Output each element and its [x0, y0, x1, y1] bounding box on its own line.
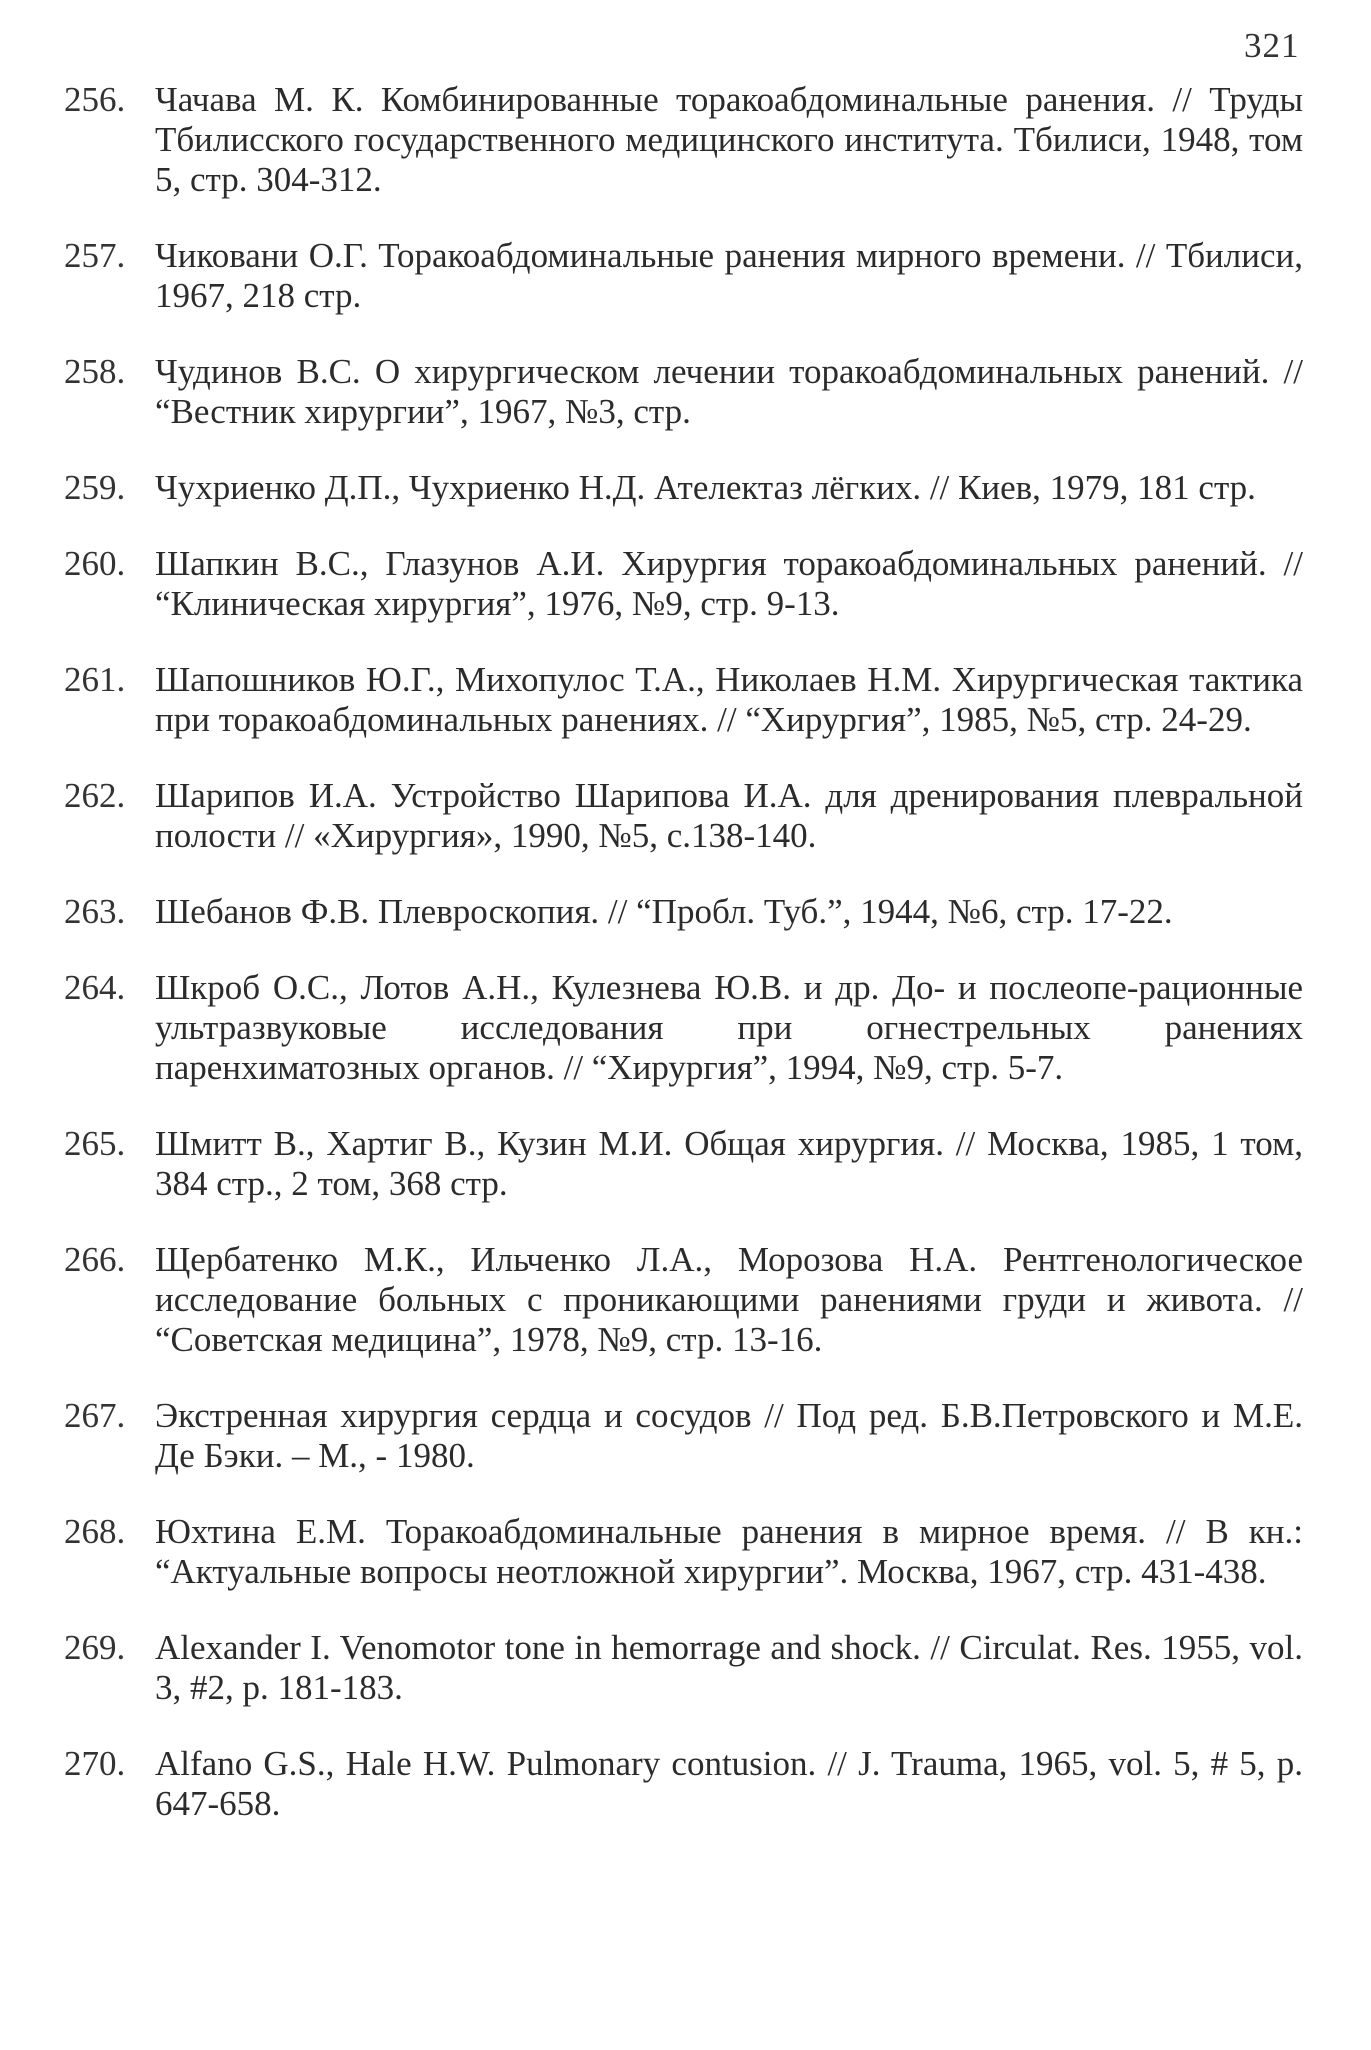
reference-item	[0, 544, 1371, 624]
reference-text: Шебанов Ф.В. Плевроскопия. // “Пробл. Туб.”, 1944, №6, стр. 17-22.	[155, 892, 1173, 931]
reference-item	[0, 776, 1371, 856]
reference-item	[0, 892, 1371, 932]
reference-number: 257.	[64, 236, 126, 275]
reference-number: 266.	[64, 1240, 126, 1279]
reference-number: 261.	[64, 660, 126, 699]
reference-item	[0, 1744, 1371, 1824]
reference-number: 263.	[64, 892, 126, 931]
reference-item	[0, 1512, 1371, 1592]
reference-item	[0, 1628, 1371, 1708]
reference-number: 267.	[64, 1396, 126, 1435]
reference-number: 256.	[64, 80, 126, 119]
reference-item	[0, 660, 1371, 740]
reference-text: Шапошников Ю.Г., Михопулос Т.А., Николаев Н.М. Хирургическая тактика при торакоабдоминальных ранениях. // “Хирургия”, 1985, №5, стр. 24-29.	[155, 660, 1303, 739]
reference-text: Экстренная хирургия сердца и сосудов // Под ред. Б.В.Петровского и М.Е. Де Бэки. – М., - 1980.	[155, 1396, 1303, 1475]
reference-item	[0, 80, 1371, 200]
reference-item	[0, 352, 1371, 432]
reference-text: Щербатенко М.К., Ильченко Л.А., Морозова Н.А. Рентгенологическое исследование больных с проникающими ранениями груди и живота. // “Советская медицина”, 1978, №9, стр. 13-16.	[155, 1240, 1303, 1359]
reference-list	[0, 80, 1371, 1860]
reference-text: Шарипов И.А. Устройство Шарипова И.А. для дренирования плевральной полости // «Хирургия», 1990, №5, с.138-140.	[155, 776, 1303, 855]
reference-text: Alfano G.S., Hale H.W. Pulmonary contusion. // J. Trauma, 1965, vol. 5, # 5, p. 647-658.	[155, 1744, 1303, 1823]
reference-number: 260.	[64, 544, 126, 583]
reference-item	[0, 968, 1371, 1088]
reference-text: Чухриенко Д.П., Чухриенко Н.Д. Ателектаз лёгких. // Киев, 1979, 181 стр.	[155, 468, 1256, 507]
reference-number: 265.	[64, 1124, 126, 1163]
reference-item	[0, 468, 1371, 508]
reference-number: 258.	[64, 352, 126, 391]
reference-text: Alexander I. Venomotor tone in hemorrage and shock. // Circulat. Res. 1955, vol. 3, #2, p. 181-183.	[155, 1628, 1303, 1707]
reference-number: 270.	[64, 1744, 126, 1783]
reference-number: 269.	[64, 1628, 126, 1667]
reference-text: Чачава М. К. Комбинированные торакоабдоминальные ранения. // Труды Тбилисского государственного медицинского института. Тбилиси, 1948, том 5, стр. 304-312.	[155, 80, 1303, 199]
reference-text: Шкроб О.С., Лотов А.Н., Кулезнева Ю.В. и др. До- и послеопе-рационные ультразвуковые исследования при огнестрельных ранениях паренхиматозных органов. // “Хирургия”, 1994, №9, стр. 5-7.	[155, 968, 1303, 1087]
reference-text: Чудинов В.С. О хирургическом лечении торакоабдоминальных ранений. // “Вестник хирургии”, 1967, №3, стр.	[155, 352, 1303, 431]
reference-text: Шмитт В., Хартиг В., Кузин М.И. Общая хирургия. // Москва, 1985, 1 том, 384 стр., 2 том, 368 стр.	[155, 1124, 1303, 1203]
reference-number: 268.	[64, 1512, 126, 1551]
reference-text: Шапкин В.С., Глазунов А.И. Хирургия торакоабдоминальных ранений. // “Клиническая хирургия”, 1976, №9, стр. 9-13.	[155, 544, 1303, 623]
reference-text: Чиковани О.Г. Торакоабдоминальные ранения мирного времени. // Тбилиси, 1967, 218 стр.	[155, 236, 1303, 315]
reference-number: 262.	[64, 776, 126, 815]
reference-item	[0, 1124, 1371, 1204]
reference-number: 259.	[64, 468, 126, 507]
reference-item	[0, 236, 1371, 316]
reference-item	[0, 1240, 1371, 1360]
reference-number: 264.	[64, 968, 126, 1007]
reference-text: Юхтина Е.М. Торакоабдоминальные ранения в мирное время. // В кн.: “Актуальные вопросы неотложной хирургии”. Москва, 1967, стр. 431-438.	[155, 1512, 1303, 1591]
reference-item	[0, 1396, 1371, 1476]
page-number: 321	[1244, 26, 1300, 65]
